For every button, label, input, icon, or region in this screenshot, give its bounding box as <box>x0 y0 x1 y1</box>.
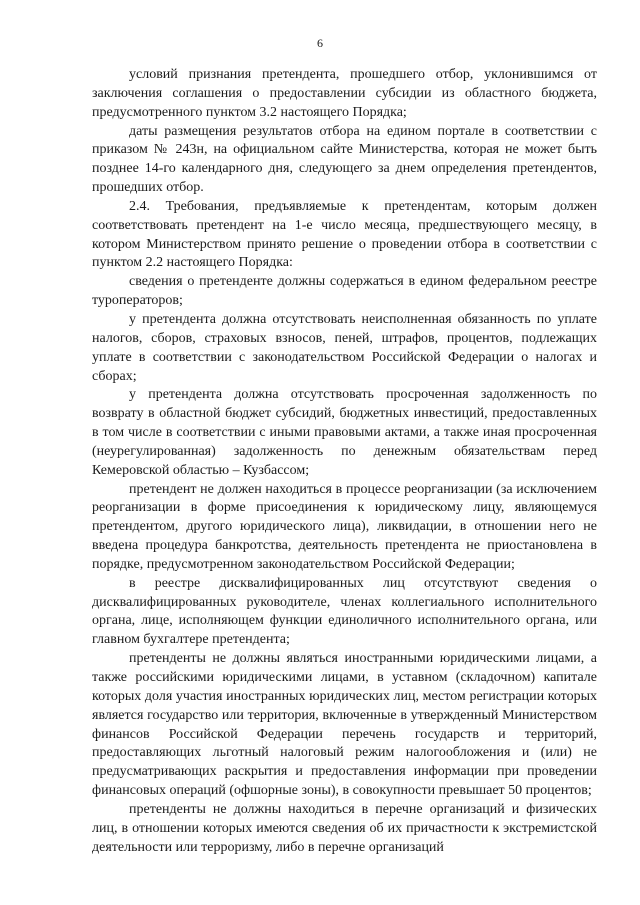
paragraph: претендент не должен находиться в процессе реорганизации (за исключением реорганизации в форме присоединения к юридическому лицу, являющемуся претендентом, другого юридического лица), ликвидации, в отношении него не введена процедура банкротства, деятельность претендента не приостановлена в порядке, предусмотренном законодательством Российской Федерации; <box>92 481 597 572</box>
paragraph: претенденты не должны являться иностранными юридическими лицами, а также российскими юридическими лицами, в уставном (складочном) капитале которых доля участия иностранных юридических лиц, местом регистрации которых является государство или территория, включенные в утвержденный Министерством финансов Российской Федерации перечень государств и территорий, предоставляющих льготный налоговый режим налогообложения и (или) не предусматривающих раскрытия и предоставления информации при проведении финансовых операций (офшорные зоны), в совокупности превышает 50 процентов; <box>92 651 597 799</box>
paragraph: условий признания претендента, прошедшего отбор, уклонившимся от заключения соглашения о предоставлении субсидии из областного бюджета, предусмотренного пунктом 3.2 настоящего Порядка; <box>92 67 597 120</box>
paragraph: претенденты не должны находиться в перечне организаций и физических лиц, в отношении которых имеются сведения об их причастности к экстремистской деятельности или терроризму, либо в перечне организаций <box>92 801 597 855</box>
page-number: 6 <box>317 36 323 50</box>
paragraph: даты размещения результатов отбора на едином портале в соответствии с приказом № 243н, на официальном сайте Министерства, которая не может быть позднее 14-го календарного дня, следующего за днем определения претендентов, прошедших отбор. <box>92 123 597 196</box>
paragraph: 2.4. Требования, предъявляемые к претендентам, которым должен соответствовать претендент на 1-е число месяца, предшествующего месяцу, в котором Министерством принято решение о проведении отбора в соответствии с пунктом 2.2 настоящего Порядка: <box>92 198 597 271</box>
paragraph: у претендента должна отсутствовать просроченная задолженность по возврату в областной бюджет субсидий, бюджетных инвестиций, предоставленных в том числе в соответствии с иными правовыми актами, а также иная просроченная (неурегулированная) задолженность по денежным обязательствам перед Кемеровской областью – Кузбассом; <box>92 387 597 478</box>
paragraph: в реестре дисквалифицированных лиц отсутствуют сведения о дисквалифицированных руководителе, членах коллегиального исполнительного органа, лице, исполняющем функции единоличного исполнительного органа, или главном бухгалтере претендента; <box>92 575 597 648</box>
paragraph: у претендента должна отсутствовать неисполненная обязанность по уплате налогов, сборов, страховых взносов, пеней, штрафов, процентов, подлежащих уплате в соответствии с законодательством Российской Федерации о налогах и сборах; <box>92 311 597 384</box>
paragraph: сведения о претенденте должны содержаться в едином федеральном реестре туроператоров; <box>92 274 597 309</box>
document-body <box>92 66 597 857</box>
